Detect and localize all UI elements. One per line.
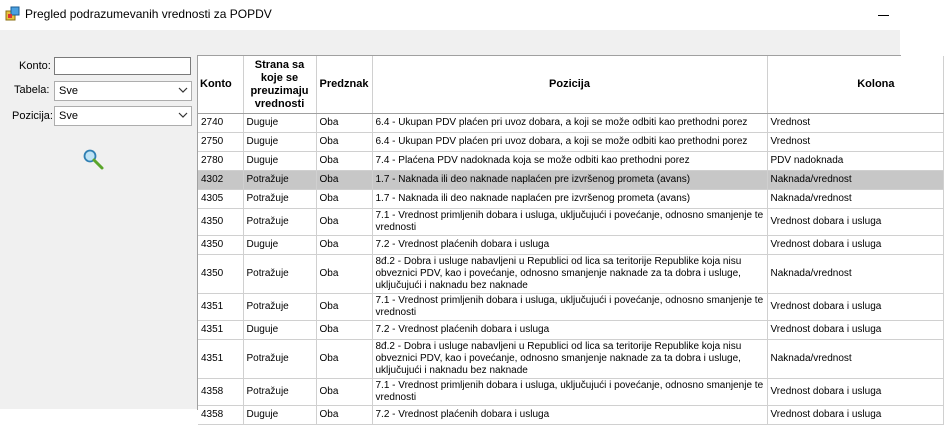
konto-input[interactable] [54,57,191,75]
cell-strana: Potražuje [243,171,316,190]
cell-konto: 4302 [198,171,243,190]
cell-predznak: Oba [316,152,372,171]
cell-konto: 4305 [198,190,243,209]
cell-konto: 4351 [198,321,243,340]
cell-konto: 4350 [198,255,243,294]
cell-konto: 4350 [198,236,243,255]
cell-pozicija: 8đ.2 - Dobra i usluge nabavljeni u Republici od lica sa teritorije Republike koja nisu obveznici PDV, kao i povećanje, odnosno smanjenje naknade za ta dobra i usluge, uključujući i naknadu bez naknade [372,255,767,294]
cell-pozicija: 1.7 - Naknada ili deo naknade naplaćen pre izvršenog prometa (avans) [372,190,767,209]
konto-label: Konto: [19,60,51,72]
cell-predznak: Oba [316,236,372,255]
data-grid[interactable] [197,55,901,420]
cell-kolona: Vrednost dobara i usluga [767,406,943,425]
cell-strana: Duguje [243,133,316,152]
pozicija-select[interactable] [54,106,192,126]
cell-predznak: Oba [316,171,372,190]
cell-kolona: Vrednost dobara i usluga [767,321,943,340]
pozicija-label: Pozicija: [12,110,53,122]
cell-predznak: Oba [316,114,372,133]
table-row-selected[interactable] [198,171,943,190]
tabela-select[interactable] [54,81,192,101]
cell-pozicija: 7.2 - Vrednost plaćenih dobara i usluga [372,236,767,255]
cell-kolona: Naknada/vrednost [767,255,943,294]
table-row[interactable] [198,406,943,425]
cell-kolona: Naknada/vrednost [767,171,943,190]
cell-kolona: Vrednost dobara i usluga [767,294,943,321]
table-row[interactable] [198,152,943,171]
cell-pozicija: 7.1 - Vrednost primljenih dobara i usluga, uključujući i povećanje, odnosno smanjenje te vrednosti [372,379,767,406]
cell-strana: Potražuje [243,294,316,321]
cell-konto: 4351 [198,294,243,321]
cell-predznak: Oba [316,294,372,321]
cell-predznak: Oba [316,209,372,236]
cell-predznak: Oba [316,379,372,406]
cell-pozicija: 7.2 - Vrednost plaćenih dobara i usluga [372,406,767,425]
cell-predznak: Oba [316,133,372,152]
table-row[interactable] [198,340,943,379]
table-row[interactable] [198,379,943,406]
cell-predznak: Oba [316,190,372,209]
cell-pozicija: 6.4 - Ukupan PDV plaćen pri uvoz dobara, a koji se može odbiti kao prethodni porez [372,114,767,133]
cell-pozicija: 7.4 - Plaćena PDV nadoknada koja se može odbiti kao prethodni porez [372,152,767,171]
table-row[interactable] [198,321,943,340]
cell-strana: Potražuje [243,379,316,406]
minimize-button[interactable] [867,0,900,30]
column-header-konto[interactable]: Konto [198,56,243,114]
cell-predznak: Oba [316,255,372,294]
table-row[interactable] [198,255,943,294]
cell-konto: 4358 [198,406,243,425]
cell-strana: Potražuje [243,255,316,294]
cell-strana: Potražuje [243,340,316,379]
table-row[interactable] [198,209,943,236]
table-row[interactable] [198,133,943,152]
cell-strana: Duguje [243,236,316,255]
cell-pozicija: 1.7 - Naknada ili deo naknade naplaćen pre izvršenog prometa (avans) [372,171,767,190]
table-row[interactable] [198,294,943,321]
title-bar [0,0,900,30]
column-header-predznak[interactable]: Predznak [316,56,372,114]
cell-strana: Duguje [243,152,316,171]
cell-strana: Potražuje [243,209,316,236]
cell-konto: 2780 [198,152,243,171]
cell-kolona: Naknada/vrednost [767,340,943,379]
cell-konto: 4350 [198,209,243,236]
cell-kolona: Naknada/vrednost [767,190,943,209]
chevron-down-icon [178,110,188,120]
cell-pozicija: 7.1 - Vrednost primljenih dobara i usluga, uključujući i povećanje, odnosno smanjenje te vrednosti [372,209,767,236]
cell-konto: 2750 [198,133,243,152]
cell-pozicija: 8đ.2 - Dobra i usluge nabavljeni u Republici od lica sa teritorije Republike koja nisu obveznici PDV, kao i povećanje, odnosno smanjenje naknade za ta dobra i usluge, uključujući i naknadu bez naknade [372,340,767,379]
cell-predznak: Oba [316,321,372,340]
cell-kolona: Vrednost dobara i usluga [767,379,943,406]
cell-konto: 2740 [198,114,243,133]
tabela-select-value: Sve [59,85,78,97]
table-row[interactable] [198,190,943,209]
cell-pozicija: 7.1 - Vrednost primljenih dobara i usluga, uključujući i povećanje, odnosno smanjenje te vrednosti [372,294,767,321]
app-icon [6,7,20,21]
cell-kolona: PDV nadoknada [767,152,943,171]
cell-strana: Potražuje [243,190,316,209]
chevron-down-icon [178,85,188,95]
data-table [198,56,944,425]
cell-kolona: Vrednost [767,133,943,152]
search-icon[interactable] [82,148,106,172]
pozicija-select-value: Sve [59,110,78,122]
tabela-label: Tabela: [14,84,50,96]
cell-pozicija: 6.4 - Ukupan PDV plaćen pri uvoz dobara, a koji se može odbiti kao prethodni porez [372,133,767,152]
client-area [0,30,900,420]
cell-pozicija: 7.2 - Vrednost plaćenih dobara i usluga [372,321,767,340]
column-header-kolona[interactable]: Kolona [767,56,943,114]
cell-konto: 4358 [198,379,243,406]
cell-kolona: Vrednost dobara i usluga [767,236,943,255]
window-title: Pregled podrazumevanih vrednosti za POPDV [25,7,272,21]
column-header-strana[interactable]: Strana sa koje se preuzimaju vrednosti [243,56,316,114]
cell-strana: Duguje [243,114,316,133]
cell-strana: Duguje [243,321,316,340]
cell-predznak: Oba [316,406,372,425]
cell-predznak: Oba [316,340,372,379]
cell-konto: 4351 [198,340,243,379]
cell-kolona: Vrednost dobara i usluga [767,209,943,236]
cell-strana: Duguje [243,406,316,425]
column-header-pozicija[interactable]: Pozicija [372,56,767,114]
table-row[interactable] [198,236,943,255]
cell-kolona: Vrednost [767,114,943,133]
table-header-row [198,56,943,114]
table-row[interactable] [198,114,943,133]
